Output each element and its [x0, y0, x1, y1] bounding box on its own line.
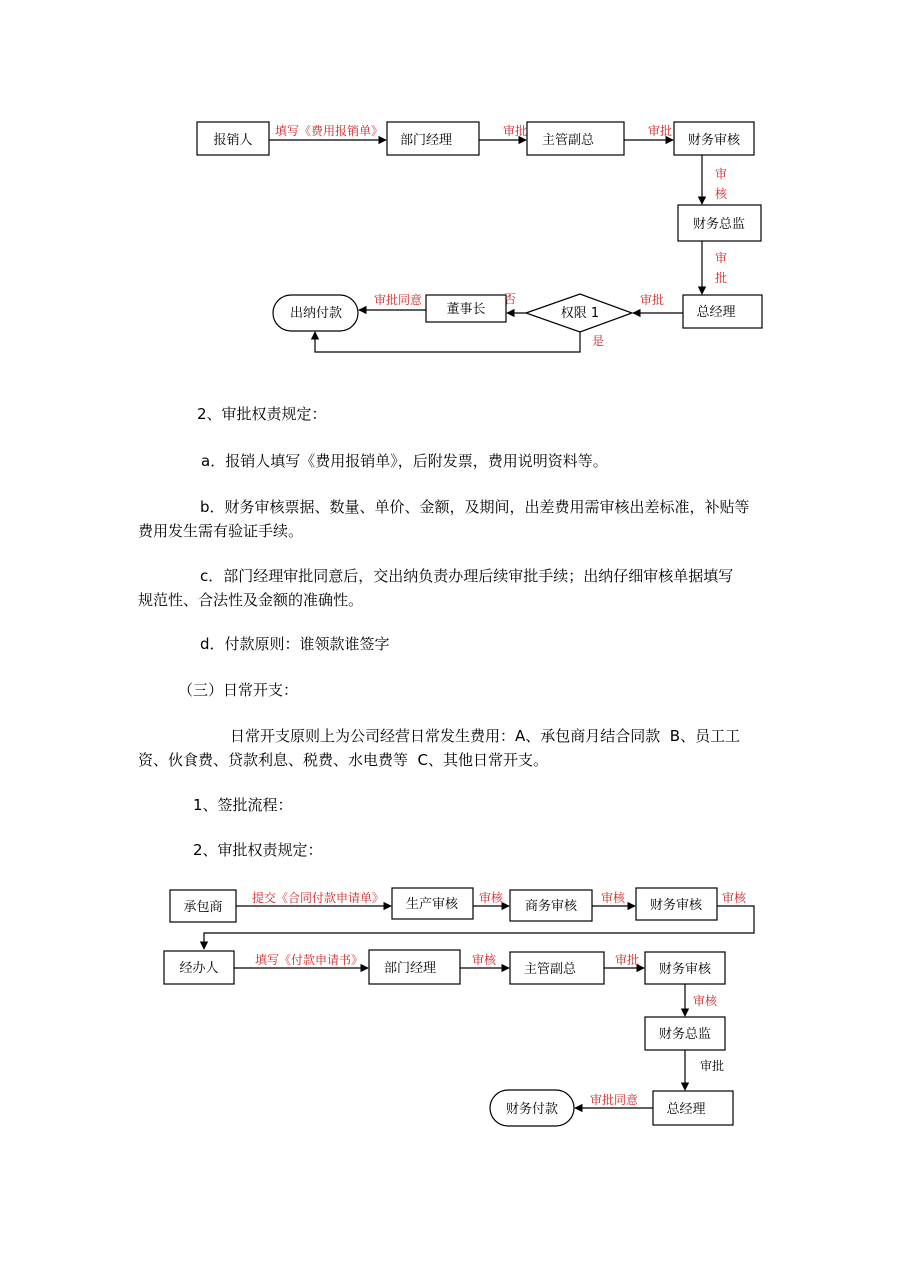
label-review3: 审核	[721, 891, 747, 905]
heading-approval-rules-2: 2、审批权责规定：	[193, 841, 323, 859]
rule-b: b．财务审核票据、数量、单价、金额，及期间，出差费用需审核出差标准，补贴等 费用发生需有验证手续。	[138, 498, 750, 540]
label-approved-agree: 审批同意	[589, 1093, 639, 1107]
node-dept-manager: 部门经理	[383, 961, 437, 976]
edge-yes	[315, 332, 580, 352]
daily-expense-flowchart	[0, 870, 909, 1140]
node-authority: 权限 1	[560, 306, 600, 321]
label-fill-form: 填写《付款申请书》	[254, 953, 364, 967]
label-review2: 审核	[600, 891, 626, 905]
label-review5: 审核	[692, 994, 718, 1008]
label-review4: 审核	[471, 953, 497, 967]
node-vp: 主管副总	[523, 962, 577, 977]
rule-d: d．付款原则：谁领款谁签字	[200, 635, 390, 653]
rule-c: c．部门经理审批同意后，交出纳负责办理后续审批手续；出纳仔细审核单据填写 规范性、合法性及金额的准确性。	[138, 567, 734, 609]
rule-a: a．报销人填写《费用报销单》，后附发票，费用说明资料等。	[201, 452, 608, 470]
node-general-manager: 总经理	[666, 1102, 706, 1117]
node-dept-manager: 部门经理	[399, 133, 453, 148]
node-general-manager: 总经理	[696, 305, 736, 320]
label-approve-v1: 审	[714, 251, 728, 265]
section-daily-expenses: （三）日常开支：	[178, 681, 299, 699]
label-approve3: 审批	[639, 293, 665, 307]
label-approve2: 审批	[699, 1059, 725, 1073]
expense-reimbursement-flowchart	[0, 0, 909, 380]
label-approved-agree: 审批同意	[373, 293, 423, 307]
node-business-review: 商务审核	[524, 899, 578, 914]
label-no: 否	[503, 292, 517, 306]
node-finance-review: 财务审核	[658, 962, 712, 977]
heading-sign-flow: 1、签批流程：	[193, 796, 293, 814]
heading-approval-rules-1: 2、审批权责规定：	[197, 405, 327, 423]
label-approve1: 审批	[502, 124, 528, 138]
label-approve1: 审批	[614, 953, 640, 967]
label-review-v2: 核	[714, 187, 728, 201]
node-chairman: 董事长	[446, 302, 486, 317]
node-contractor: 承包商	[183, 900, 223, 915]
node-finance-director: 财务总监	[658, 1027, 712, 1042]
node-handler: 经办人	[179, 961, 219, 976]
daily-expenses-description: 日常开支原则上为公司经营日常发生费用：A、承包商月结合同款 B、员工工 资、伙食费、贷款利息、税费、水电费等 C、其他日常开支。	[138, 727, 741, 769]
label-approve-v2: 批	[714, 271, 728, 285]
node-reporter: 报销人	[213, 133, 253, 148]
label-review1: 审核	[478, 891, 504, 905]
label-review-v1: 审	[714, 167, 728, 181]
node-finance-director: 财务总监	[692, 217, 746, 232]
label-approve2: 审批	[647, 124, 673, 138]
label-submit-form: 提交《合同付款申请单》	[251, 891, 385, 905]
label-yes: 是	[591, 334, 605, 348]
label-fill-form: 填写《费用报销单》	[274, 124, 384, 138]
node-finance-review: 财务审核	[687, 133, 741, 148]
node-production-review: 生产审核	[405, 897, 459, 912]
node-vp: 主管副总	[541, 133, 595, 148]
node-finance-payment: 财务付款	[505, 1102, 559, 1117]
node-cashier-payment: 出纳付款	[289, 306, 343, 321]
node-finance-review-top: 财务审核	[649, 898, 703, 913]
